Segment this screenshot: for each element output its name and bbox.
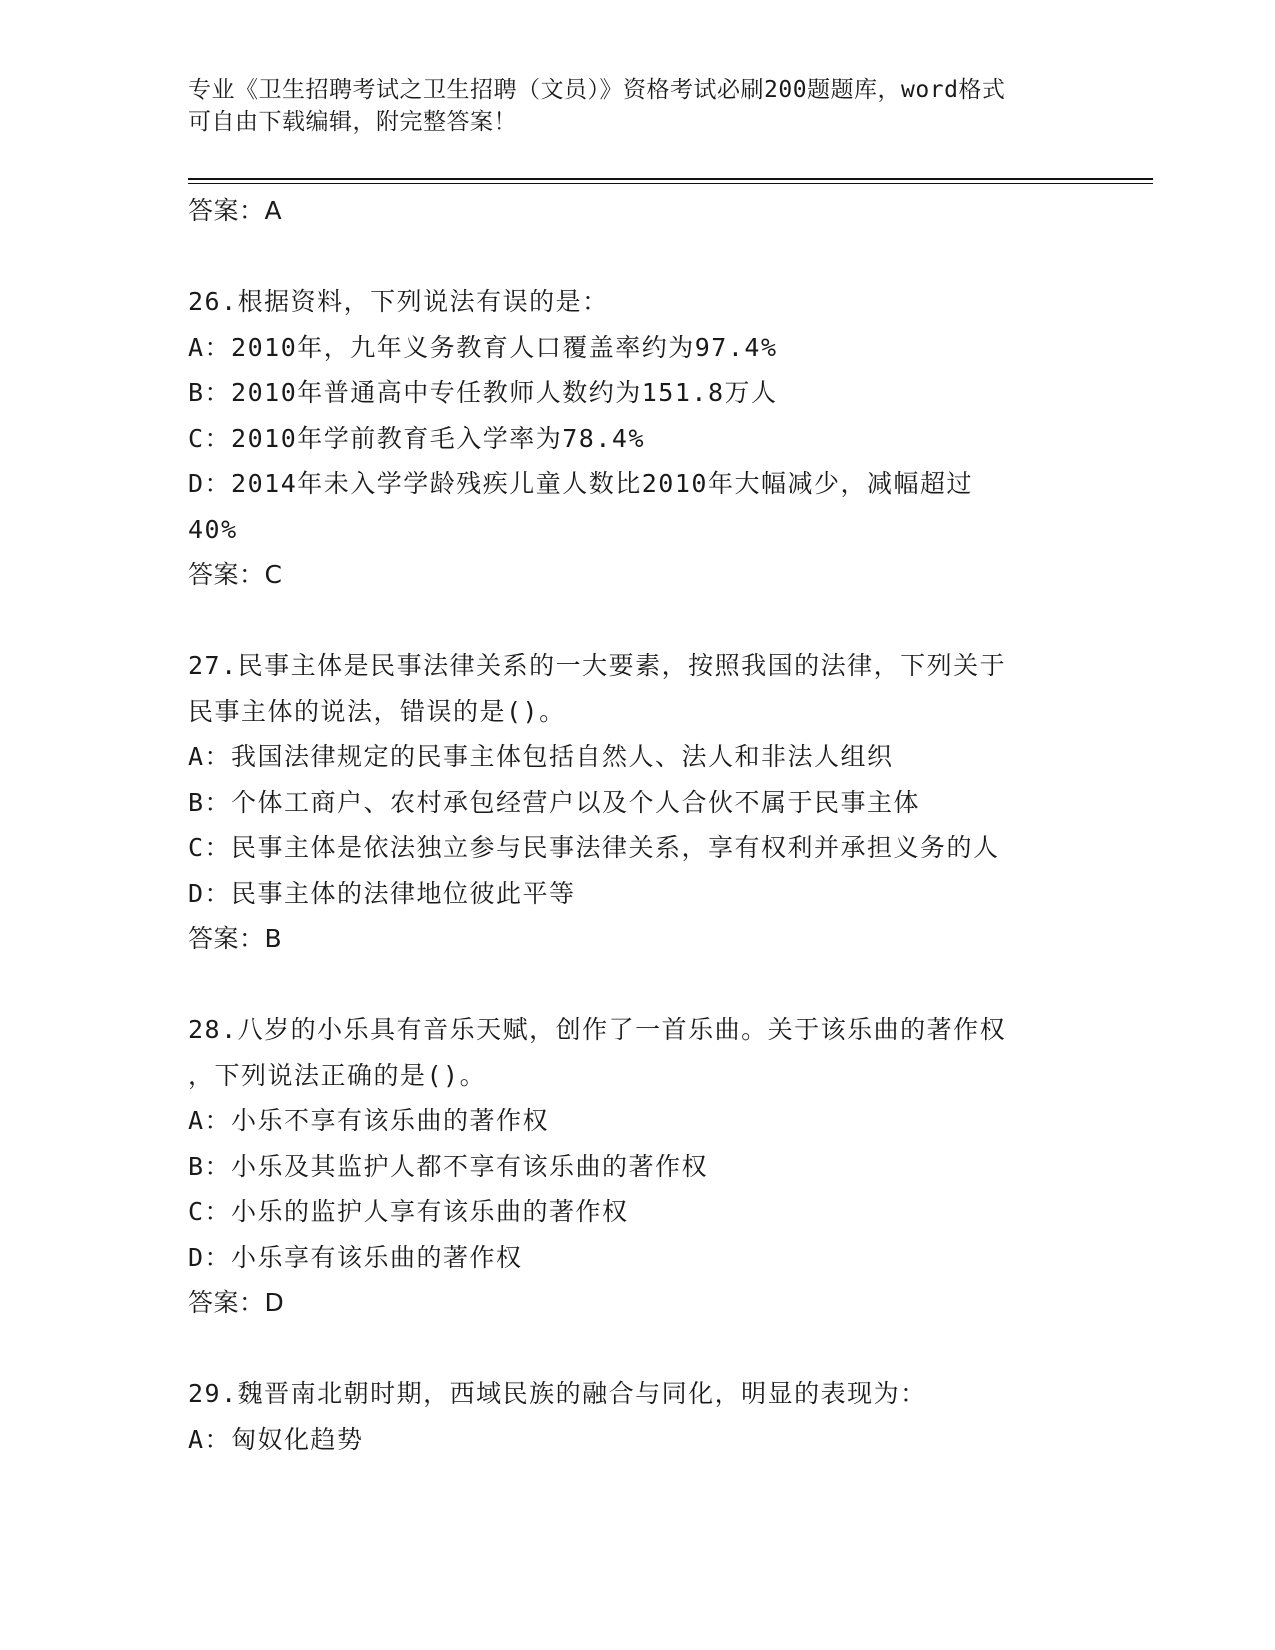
document-header xyxy=(188,74,1088,138)
header-line-1: 专业《卫生招聘考试之卫生招聘（文员）》资格考试必刷200题题库，word格式 xyxy=(188,77,1006,103)
answer: 答案：C xyxy=(188,560,283,589)
option-b: B：小乐及其监护人都不享有该乐曲的著作权 xyxy=(188,1151,709,1181)
option-d: D：2014年未入学学龄残疾儿童人数比2010年大幅减少，减幅超过 xyxy=(188,469,973,498)
answer: 答案：B xyxy=(188,924,283,953)
header-line-2: 可自由下载编辑，附完整答案！ xyxy=(188,109,517,135)
header-divider-thin xyxy=(188,183,1153,184)
option-a: A：小乐不享有该乐曲的著作权 xyxy=(188,1106,550,1135)
spacer xyxy=(188,598,1088,644)
question-list xyxy=(188,188,1088,1462)
question-26 xyxy=(188,279,1088,598)
answer: 答案：D xyxy=(188,1288,285,1317)
question-stem: 28.八岁的小乐具有音乐天赋，创作了一首乐曲。关于该乐曲的著作权 xyxy=(188,1015,1007,1044)
question-stem-continued: 民事主体的说法，错误的是()。 xyxy=(188,696,566,726)
option-c: C：2010年学前教育毛入学率为78.4% xyxy=(188,423,646,453)
header-divider-thick xyxy=(188,178,1153,180)
question-28 xyxy=(188,1007,1088,1326)
question-27 xyxy=(188,643,1088,962)
option-a: A：2010年，九年义务教育人口覆盖率约为97.4% xyxy=(188,332,778,362)
question-stem: 29.魏晋南北朝时期，西域民族的融合与同化，明显的表现为： xyxy=(188,1379,927,1408)
question-stem-continued: ，下列说法正确的是()。 xyxy=(188,1060,487,1090)
option-c: C：民事主体是依法独立参与民事法律关系，享有权利并承担义务的人 xyxy=(188,833,1000,862)
option-d: D：小乐享有该乐曲的著作权 xyxy=(188,1242,523,1272)
option-d-continued: 40% xyxy=(188,514,238,544)
spacer xyxy=(188,234,1088,280)
question-29 xyxy=(188,1371,1088,1462)
option-b: B：2010年普通高中专任教师人数约为151.8万人 xyxy=(188,378,778,407)
spacer xyxy=(188,962,1088,1008)
option-a: A：匈奴化趋势 xyxy=(188,1424,364,1454)
question-stem: 27.民事主体是民事法律关系的一大要素，按照我国的法律，下列关于 xyxy=(188,651,1007,680)
option-a: A：我国法律规定的民事主体包括自然人、法人和非法人组织 xyxy=(188,742,894,771)
spacer xyxy=(188,1326,1088,1372)
option-b: B：个体工商户、农村承包经营户以及个人合伙不属于民事主体 xyxy=(188,787,921,817)
option-d: D：民事主体的法律地位彼此平等 xyxy=(188,878,576,908)
previous-answer: 答案：A xyxy=(188,196,283,225)
option-c: C：小乐的监护人享有该乐曲的著作权 xyxy=(188,1197,629,1226)
question-stem: 26.根据资料，下列说法有误的是： xyxy=(188,287,609,316)
